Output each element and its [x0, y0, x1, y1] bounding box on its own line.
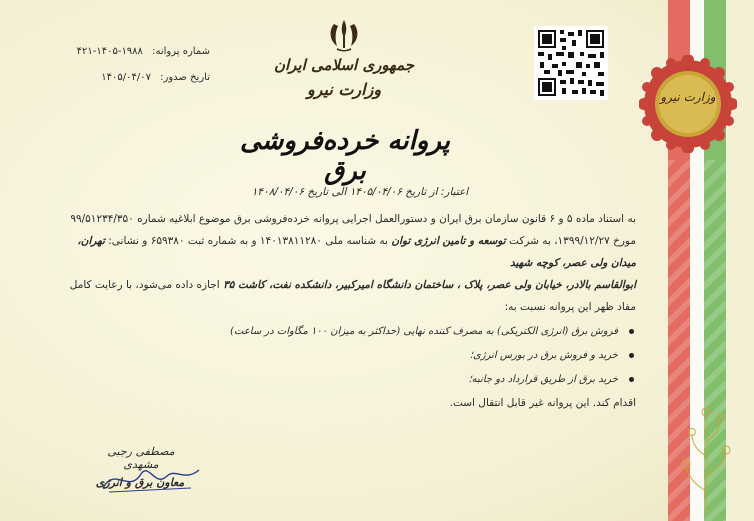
address-part-1: تهران، میدان ولی عصر، کوچه شهید — [77, 235, 636, 269]
qr-code-icon — [534, 26, 608, 100]
list-item: خرید و فروش برق در بورس انرژی؛ — [56, 344, 618, 368]
body-line-1: به استناد ماده ۵ و ۶ قانون سازمان برق ایران و دستورالعمل اجرایی پروانه خرده‌فروشی برق موضوع ابلاغیه شماره ۹۹/۵۱۲۳۴/۳۵۰ — [70, 213, 636, 225]
issue-date-label: تاریخ صدور: — [160, 72, 210, 83]
permission-list — [56, 320, 636, 392]
list-item: خرید برق از طریق قرارداد دو جانبه؛ — [56, 368, 618, 392]
list-item: فروش برق (انرژی الکتریکی) به مصرف کننده نهایی (حداکثر به میزان ۱۰۰ مگاوات در ساعت) — [56, 320, 618, 344]
body-line-3-end: اجازه داده می‌شود، با رعایت کامل مفاد ظهر این پروانه نسبت به: — [69, 279, 636, 313]
body-line-2-end: به شناسه ملی ۱۴۰۱۳۸۱۱۲۸۰ و به شماره ثبت ۶۵۹۳۸۰ و نشانی: — [108, 235, 388, 247]
license-number-label: شماره پروانه: — [152, 46, 210, 57]
license-number-row — [40, 46, 210, 57]
body-line-2-start: مورخ ۱۳۹۹/۱۲/۲۷، به شرکت — [509, 235, 636, 247]
signatory-role: معاون برق و انرژی — [95, 476, 185, 489]
closing-line: اقدام کند. این پروانه غیر قابل انتقال است. — [449, 397, 636, 409]
body-line-2 — [56, 230, 636, 274]
body-line-3 — [56, 274, 636, 318]
company-name: توسعه و تامین انرژی توان — [391, 235, 506, 247]
license-body — [56, 208, 636, 414]
address-part-2: ابوالقاسم بالادر، خیابان ولی عصر، پلاک ، ساختمان دانشگاه امیرکبیر، دانشکده نفت، کاشت ۳۵ — [223, 279, 636, 291]
issue-date: ۱۴۰۵/۰۴/۰۷ — [101, 72, 151, 83]
iran-emblem-icon — [325, 18, 363, 52]
country-name: جمهوری اسلامی ایران — [273, 56, 415, 74]
issue-date-row — [40, 72, 210, 83]
signatory-name: مصطفی رجبی مشهدی — [107, 445, 175, 471]
ministry-seal-icon — [639, 55, 737, 153]
floral-ornament-icon — [676, 396, 736, 516]
seal-text: وزارت نیرو — [660, 90, 716, 104]
ministry-name: وزارت نیرو — [306, 80, 382, 99]
license-number: ۱۹۸۸-۱۴۰۵-۴۲۱ — [76, 46, 143, 57]
validity-period: اعتبار: از تاریخ ۱۴۰۵/۰۴/۰۶ الی تاریخ ۱۴۰۸/۰۴/۰۶ — [251, 186, 469, 198]
document-title: پروانه خرده‌فروشی برق — [240, 126, 450, 186]
